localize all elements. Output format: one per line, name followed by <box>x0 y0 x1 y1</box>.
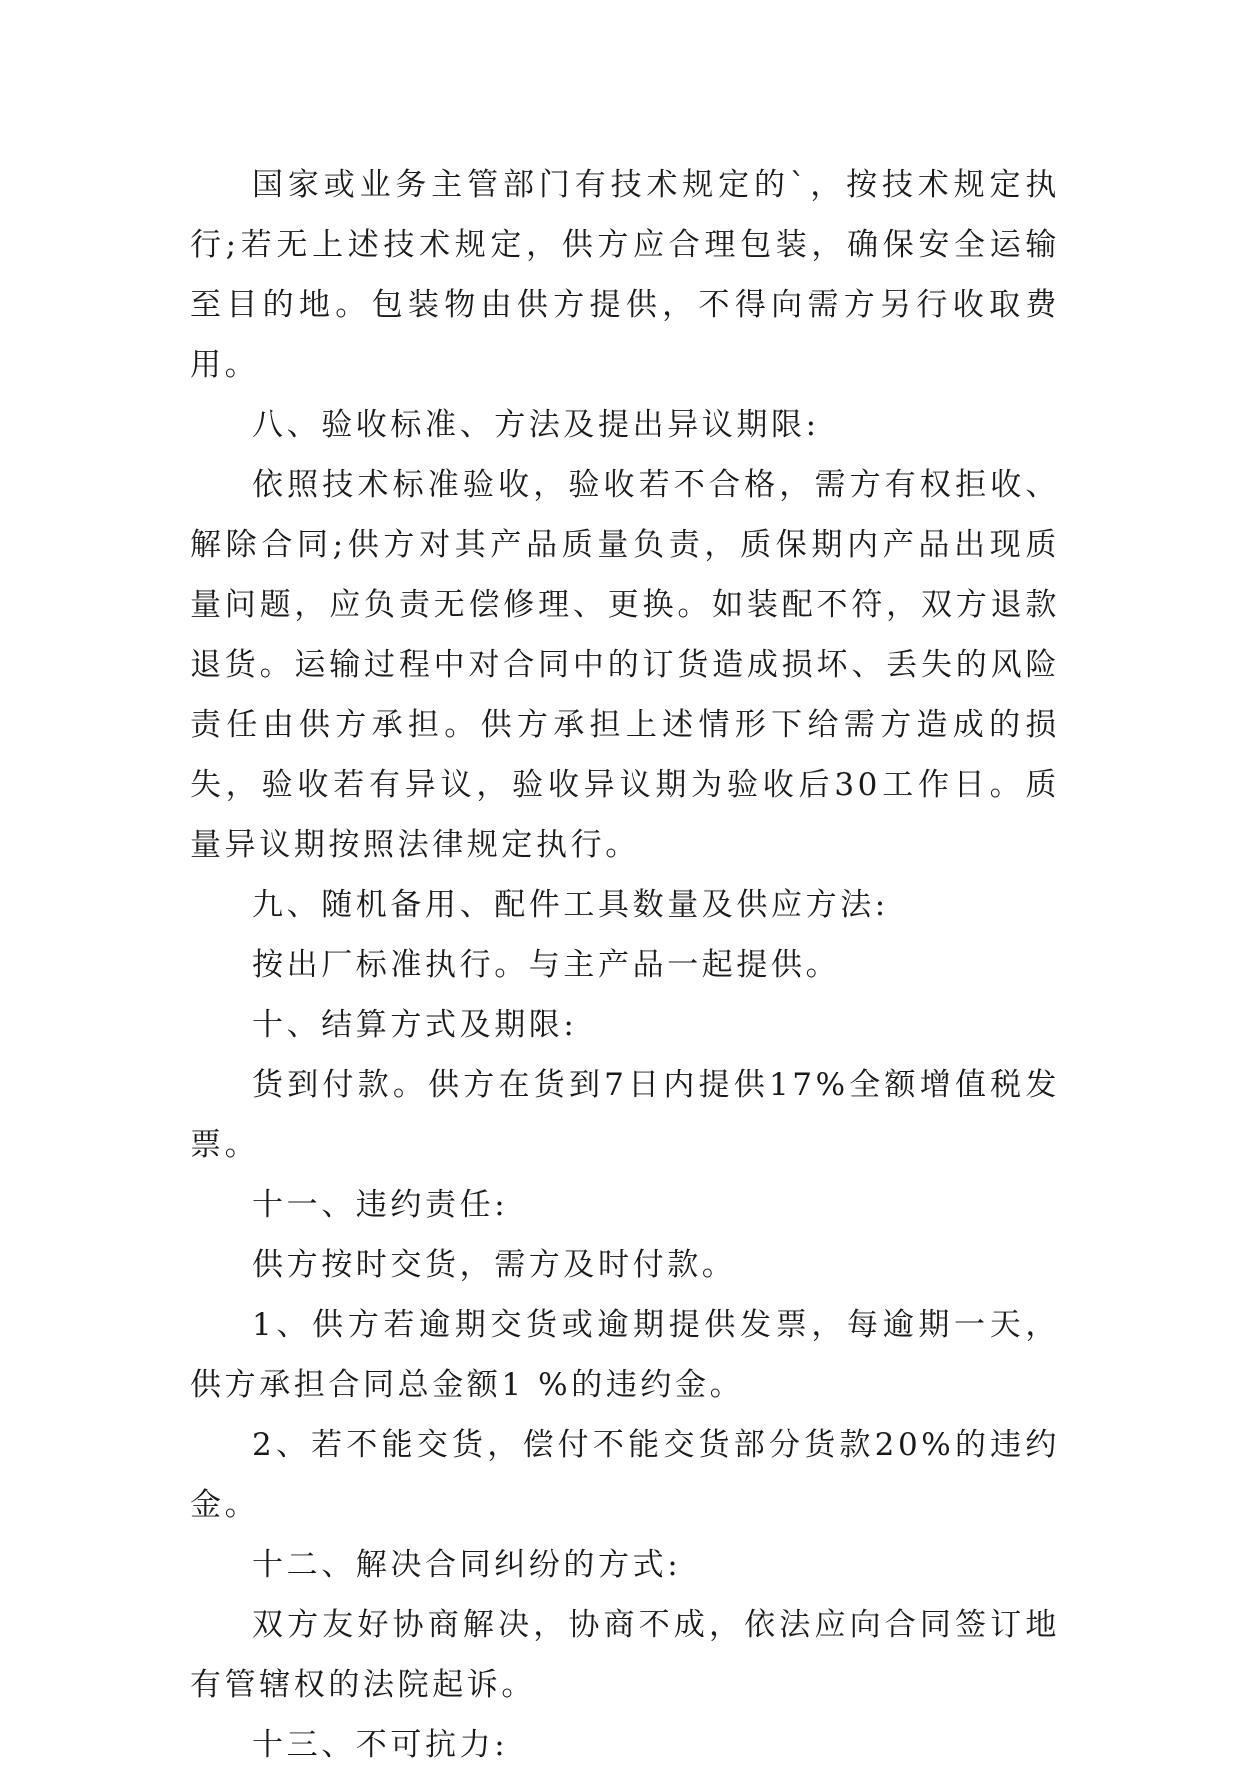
heading-dispute: 十二、解决合同纠纷的方式: <box>252 1547 682 1583</box>
paragraph-spare-parts: 按出厂标准执行。与主产品一起提供。 <box>252 947 841 983</box>
paragraph-breach-item-2: 2、若不能交货，偿付不能交货部分货款20%的违约金。 <box>190 1427 1060 1523</box>
heading-breach: 十一、违约责任: <box>252 1187 509 1223</box>
document-body <box>190 155 1060 1775</box>
heading-spare-parts: 九、随机备用、配件工具数量及供应方法: <box>252 887 889 923</box>
paragraph-packaging: 国家或业务主管部门有技术规定的`，按技术规定执行;若无上述技术规定，供方应合理包装，确保安全运输至目的地。包装物由供方提供，不得向需方另行收取费用。 <box>190 167 1060 383</box>
paragraph-breach: 供方按时交货，需方及时付款。 <box>252 1247 737 1283</box>
paragraph-settlement: 货到付款。供方在货到7日内提供17%全额增值税发票。 <box>190 1067 1060 1163</box>
heading-acceptance: 八、验收标准、方法及提出异议期限: <box>252 407 820 443</box>
paragraph-acceptance: 依照技术标准验收，验收若不合格，需方有权拒收、解除合同;供方对其产品质量负责，质保期内产品出现质量问题，应负责无偿修理、更换。如装配不符，双方退款退货。运输过程中对合同中的订货造成损坏、丢失的风险责任由供方承担。供方承担上述情形下给需方造成的损失，验收若有异议，验收异议期为验收后30工作日。质量异议期按照法律规定执行。 <box>190 467 1060 863</box>
heading-settlement: 十、结算方式及期限: <box>252 1007 578 1043</box>
paragraph-breach-item-1: 1、供方若逾期交货或逾期提供发票，每逾期一天，供方承担合同总金额1 %的违约金。 <box>190 1307 1060 1403</box>
paragraph-dispute: 双方友好协商解决，协商不成，依法应向合同签订地有管辖权的法院起诉。 <box>190 1607 1060 1703</box>
heading-force-majeure: 十三、不可抗力: <box>252 1727 509 1763</box>
